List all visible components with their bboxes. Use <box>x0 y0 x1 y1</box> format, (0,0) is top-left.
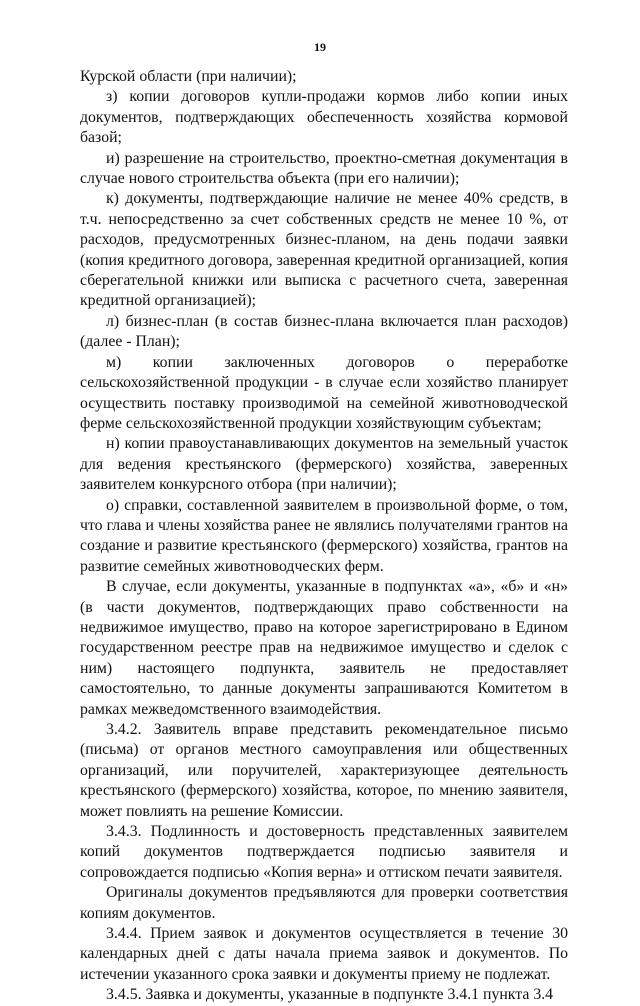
paragraph-item-k: к) документы, подтверждающие наличие не менее 40% средств, в т.ч. непосредственно за счет собственных средств не менее 10 %, от расходов, предусмотренных бизнес-планом, на день подачи заявки (копия кредитного договора, заверенная кредитной организацией, копия сберегательной книжки или выписка с расчетного счета, заверенная кредитной организацией); <box>80 190 568 310</box>
paragraph-item-m: м) копии заключенных договоров о переработке сельскохозяйственной продукции - в случае если хозяйство планирует осуществить поставку производимой на семейной животноводческой ферме сельскохозяйственной продукции хозяйствующим субъектам; <box>80 353 568 432</box>
page-number: 19 <box>314 40 326 54</box>
paragraph-item-l: л) бизнес-план (в состав бизнес-плана включается план расходов) (далее - План); <box>80 312 568 351</box>
paragraph-item-o: о) справки, составленной заявителем в произвольной форме, о том, что глава и члены хозяйства ранее не являлись получателями грантов на создание и развитие крестьянского (фермерского) хозяйства, грантов на развитие семейных животноводческих ферм. <box>80 496 568 575</box>
paragraph-3-4-2: 3.4.2. Заявитель вправе представить рекомендательное письмо (письма) от органов местного самоуправления или общественных организаций, или поручителей, характеризующее деятельность крестьянского (фермерского) хозяйства, которое, по мнению заявителя, может повлиять на решение Комиссии. <box>80 721 568 820</box>
paragraph-item-z: з) копии договоров купли-продажи кормов либо копии иных документов, подтверждающих обеспеченность хозяйства кормовой базой; <box>80 88 568 147</box>
paragraph-originals: Оригиналы документов предъявляются для проверки соответствия копиям документов. <box>80 884 568 922</box>
paragraph-item-i: и) разрешение на строительство, проектно-сметная документация в случае нового строительства объекта (при его наличии); <box>80 149 568 188</box>
paragraph-3-4-5: 3.4.5. Заявка и документы, указанные в подпункте 3.4.1 пункта 3.4 <box>106 986 554 1004</box>
paragraph-interagency-request: В случае, если документы, указанные в подпунктах «а», «б» и «н» (в части документов, подтверждающих право собственности на недвижимое имущество, право на которое зарегистрировано в Едином государственном реестре прав на недвижимое имущество и сделок с ним) настоящего подпункта, заявитель не предоставляет самостоятельно, то данные документы запрашиваются Комитетом в рамках межведомственного взаимодействия. <box>80 578 568 718</box>
paragraph-3-4-3: 3.4.3. Подлинность и достоверность представленных заявителем копий документов подтверждается подписью заявителя и сопровождается подписью «Копия верна» и оттиском печати заявителя. <box>80 823 568 881</box>
paragraph-region-continuation: Курской области (при наличии); <box>80 68 297 85</box>
paragraph-3-4-4: 3.4.4. Прием заявок и документов осуществляется в течение 30 календарных дней с даты начала приема заявок и документов. По истечении указанного срока заявки и документы приему не подлежат. <box>80 925 568 983</box>
paragraph-item-n: н) копии правоустанавливающих документов на земельный участок для ведения крестьянского (фермерского) хозяйства, заверенных заявителем конкурсного отбора (при наличии); <box>80 435 568 494</box>
document-body <box>80 67 568 1006</box>
